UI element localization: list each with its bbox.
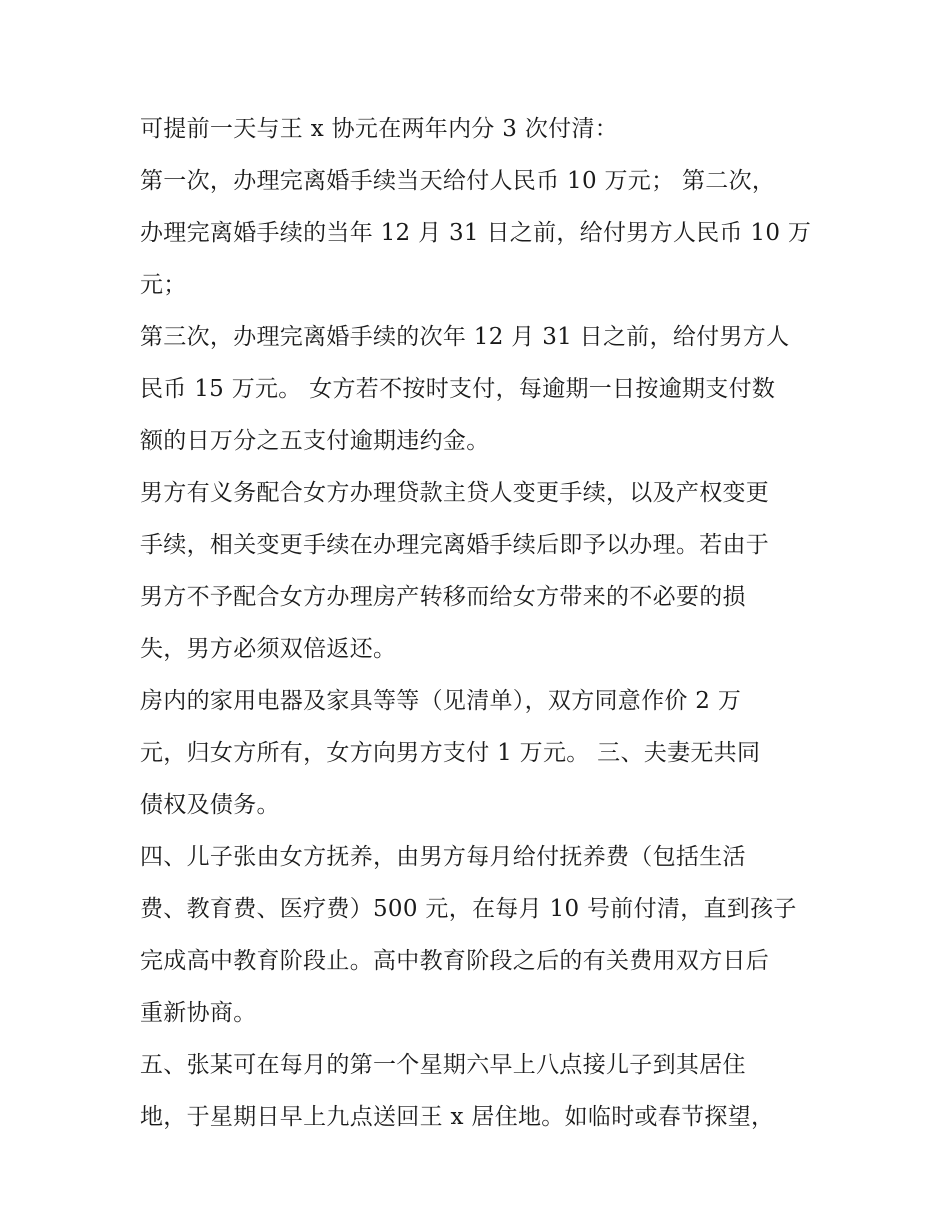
- text-line: 第一次，办理完离婚手续当天给付人民币 10 万元； 第二次，: [140, 168, 776, 194]
- text-line: 元，归女方所有，女方向男方支付 1 万元。 三、夫妻无共同: [140, 740, 761, 766]
- text-line: 可提前一天与王 x 协元在两年内分 3 次付清：: [140, 116, 619, 142]
- text-line: 办理完离婚手续的当年 12 月 31 日之前，给付男方人民币 10 万: [140, 220, 812, 246]
- text-line: 额的日万分之五支付逾期违约金。: [140, 428, 490, 454]
- text-line: 重新协商。: [140, 1000, 257, 1026]
- text-line: 地，于星期日早上九点送回王 x 居住地。如临时或春节探望，: [140, 1104, 775, 1130]
- text-line: 元；: [140, 272, 187, 298]
- text-line: 债权及债务。: [140, 792, 280, 818]
- text-line: 五、张某可在每月的第一个星期六早上八点接儿子到其居住: [140, 1052, 746, 1078]
- text-line: 手续，相关变更手续在办理完离婚手续后即予以办理。若由于: [140, 532, 770, 558]
- text-line: 民币 15 万元。 女方若不按时支付，每逾期一日按逾期支付数: [140, 376, 776, 402]
- text-line: 四、儿子张由女方抚养，由男方每月给付抚养费（包括生活: [140, 844, 746, 870]
- text-line: 第三次，办理完离婚手续的次年 12 月 31 日之前，给付男方人: [140, 324, 790, 350]
- text-line: 男方不予配合女方办理房产转移而给女方带来的不必要的损: [140, 584, 746, 610]
- text-line: 完成高中教育阶段止。高中教育阶段之后的有关费用双方日后: [140, 948, 770, 974]
- text-line: 失，男方必须双倍返还。: [140, 636, 397, 662]
- text-line: 男方有义务配合女方办理贷款主贷人变更手续，以及产权变更: [140, 480, 770, 506]
- text-line: 房内的家用电器及家具等等（见清单），双方同意作价 2 万: [140, 688, 742, 714]
- text-line: 费、教育费、医疗费）500 元，在每月 10 号前付清，直到孩子: [140, 896, 797, 922]
